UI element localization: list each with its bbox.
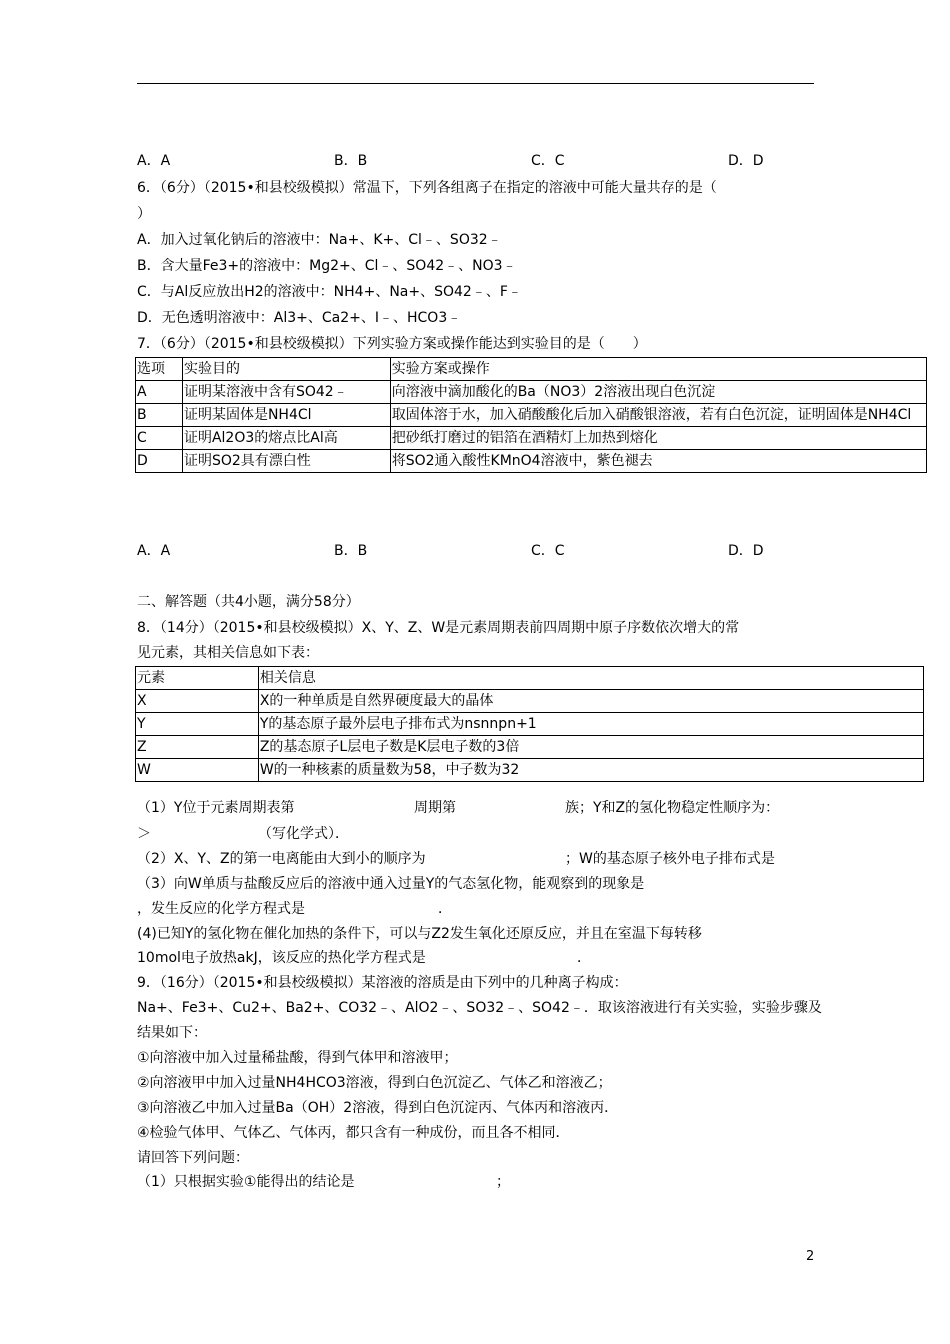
- table-cell: 证明某溶液中含有SO42﹣: [182, 381, 390, 404]
- q6-option-c[interactable]: C．与Al反应放出H2的溶液中：NH4+、Na+、SO42﹣、F﹣: [137, 284, 522, 300]
- table-row: [136, 690, 924, 713]
- table-row: [136, 736, 924, 759]
- table-row: [136, 381, 927, 404]
- q7-option-a[interactable]: A．A: [137, 543, 171, 559]
- q8-part4-text-b: 10mol电子放热akJ，该反应的热化学方程式是: [137, 950, 426, 966]
- table-cell: 把砂纸打磨过的铝箔在酒精灯上加热到熔化: [390, 427, 926, 450]
- header-rule: [137, 83, 814, 84]
- table-cell: D: [136, 450, 183, 473]
- table-cell: 证明Al2O3的熔点比Al高: [182, 427, 390, 450]
- table-cell: W的一种核素的质量数为58，中子数为32: [258, 759, 923, 782]
- q7-table: [135, 357, 927, 473]
- table-cell: 证明某固体是NH4Cl: [182, 404, 390, 427]
- table-cell: 将SO2通入酸性KMnO4溶液中，紫色褪去: [390, 450, 926, 473]
- table-header: 元素: [136, 667, 259, 690]
- table-cell: Z的基态原子L层电子数是K层电子数的3倍: [258, 736, 923, 759]
- q5-option-a[interactable]: A．A: [137, 153, 171, 169]
- q8-part1-text-d: ＞: [137, 826, 151, 842]
- table-cell: 取固体溶于水，加入硝酸酸化后加入硝酸银溶液，若有白色沉淀，证明固体是NH4Cl: [390, 404, 926, 427]
- section-title: 二、解答题（共4小题，满分58分）: [137, 594, 360, 610]
- q9-step: ③向溶液乙中加入过量Ba（OH）2溶液，得到白色沉淀丙、气体丙和溶液丙．: [137, 1100, 619, 1116]
- q8-part3-text-a: （3）向W单质与盐酸反应后的溶液中通入过量Y的气态氢化物，能观察到的现象是: [137, 876, 645, 892]
- table-cell: 向溶液中滴加酸化的Ba（NO3）2溶液出现白色沉淀: [390, 381, 926, 404]
- q5-option-c[interactable]: C．C: [531, 153, 565, 169]
- table-header: 选项: [136, 358, 183, 381]
- q7-options: [137, 541, 814, 561]
- table-header: 实验目的: [182, 358, 390, 381]
- q5-option-d[interactable]: D．D: [728, 153, 764, 169]
- table-cell: X: [136, 690, 259, 713]
- table-row: [136, 713, 924, 736]
- table-row: [136, 450, 927, 473]
- q9-step: ①向溶液中加入过量稀盐酸，得到气体甲和溶液甲；: [137, 1050, 458, 1066]
- q9-stem-cont: 结果如下：: [137, 1025, 207, 1041]
- q8-part4-text-c: ．: [577, 950, 591, 966]
- q9-part1-text-a: （1）只根据实验①能得出的结论是: [137, 1174, 355, 1190]
- q8-part1-text-e: （写化学式）．: [258, 826, 349, 842]
- table-header: 相关信息: [258, 667, 923, 690]
- q5-option-b[interactable]: B．B: [334, 153, 368, 169]
- table-cell: 证明SO2具有漂白性: [182, 450, 390, 473]
- table-row: [136, 404, 927, 427]
- q8-part2-text-a: （2）X、Y、Z的第一电离能由大到小的顺序为: [137, 851, 426, 867]
- table-header-row: [136, 358, 927, 381]
- q9-part1-text-b: ；: [496, 1174, 510, 1190]
- q8-part3-text-b: ，发生反应的化学方程式是: [137, 901, 305, 917]
- q7-option-c[interactable]: C．C: [531, 543, 565, 559]
- q8-stem-cont: 见元素，其相关信息如下表：: [137, 645, 319, 661]
- q9-step: ②向溶液甲中加入过量NH4HCO3溶液，得到白色沉淀乙、气体乙和溶液乙；: [137, 1075, 612, 1091]
- q7-option-b[interactable]: B．B: [334, 543, 368, 559]
- q8-part2-text-b: ；W的基态原子核外电子排布式是: [565, 851, 775, 867]
- q8-table: [135, 666, 924, 782]
- q9-step: ④检验气体甲、气体乙、气体丙，都只含有一种成份，而且各不相同．: [137, 1125, 570, 1141]
- q6-stem: 6．（6分）（2015•和县校级模拟）常温下，下列各组离子在指定的溶液中可能大量共存的是（: [137, 180, 717, 196]
- table-cell: A: [136, 381, 183, 404]
- q9-stem-cont: Na+、Fe3+、Cu2+、Ba2+、CO32﹣、AlO2﹣、SO32﹣、SO42﹣．取该溶液进行有关实验，实验步骤及: [137, 1000, 822, 1016]
- table-cell: Y: [136, 713, 259, 736]
- q9-ask: 请回答下列问题：: [137, 1150, 249, 1166]
- q7-stem: 7．（6分）（2015•和县校级模拟）下列实验方案或操作能达到实验目的是（ ）: [137, 336, 647, 352]
- table-cell: X的一种单质是自然界硬度最大的晶体: [258, 690, 923, 713]
- q8-stem: 8．（14分）（2015•和县校级模拟）X、Y、Z、W是元素周期表前四周期中原子序数依次增大的常: [137, 620, 740, 636]
- q8-part3-text-c: ．: [438, 901, 452, 917]
- q5-options: [137, 151, 814, 171]
- table-cell: Z: [136, 736, 259, 759]
- q8-part4-text-a: (4)已知Y的氢化物在催化加热的条件下，可以与Z2发生氧化还原反应，并且在室温下每转移: [137, 926, 702, 942]
- table-header-row: [136, 667, 924, 690]
- q6-stem-cont: ）: [137, 206, 151, 222]
- q8-part1-text-a: （1）Y位于元素周期表第: [137, 800, 295, 816]
- q9-stem: 9．（16分）（2015•和县校级模拟）某溶液的溶质是由下列中的几种离子构成：: [137, 975, 628, 991]
- table-cell: B: [136, 404, 183, 427]
- table-cell: W: [136, 759, 259, 782]
- table-header: 实验方案或操作: [390, 358, 926, 381]
- q6-option-b[interactable]: B．含大量Fe3+的溶液中：Mg2+、Cl﹣、SO42﹣、NO3﹣: [137, 258, 517, 274]
- table-cell: C: [136, 427, 183, 450]
- page-number: 2: [806, 1249, 815, 1264]
- q8-part1: [137, 798, 294, 818]
- q8-part1-text-b: 周期第: [414, 800, 456, 816]
- table-cell: Y的基态原子最外层电子排布式为nsnnpn+1: [258, 713, 923, 736]
- q8-part1-text-c: 族；Y和Z的氢化物稳定性顺序为：: [565, 800, 780, 816]
- table-row: [136, 759, 924, 782]
- table-row: [136, 427, 927, 450]
- q6-option-d[interactable]: D．无色透明溶液中：Al3+、Ca2+、I﹣、HCO3﹣: [137, 310, 462, 326]
- q7-option-d[interactable]: D．D: [728, 543, 764, 559]
- q6-option-a[interactable]: A．加入过氧化钠后的溶液中：Na+、K+、Cl﹣、SO32﹣: [137, 232, 502, 248]
